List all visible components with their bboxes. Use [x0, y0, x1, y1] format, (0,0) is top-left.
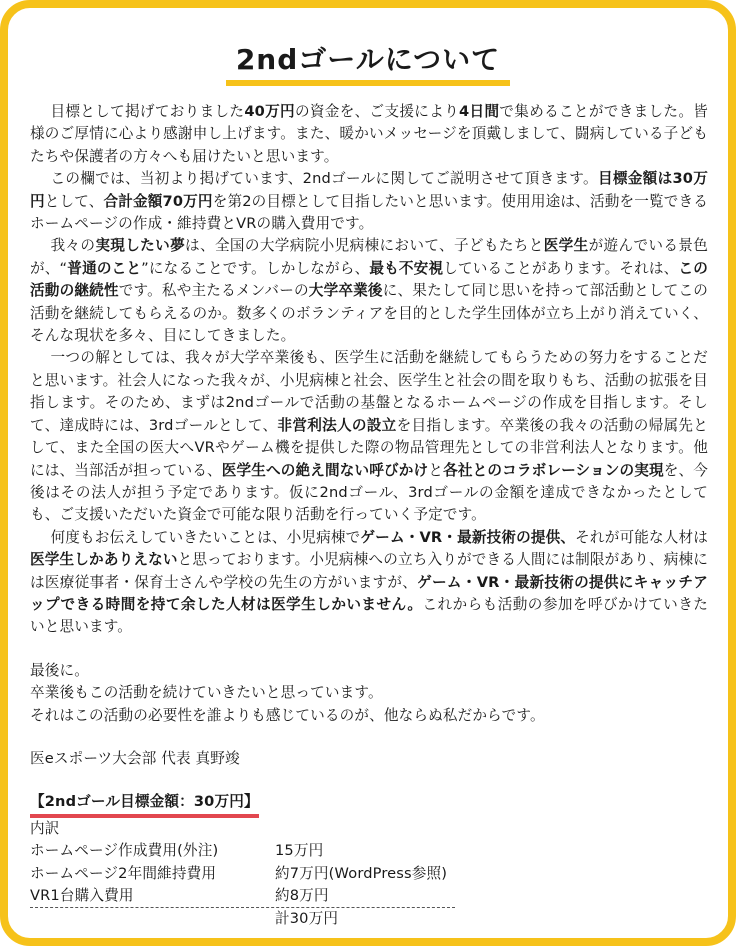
cost-row: [30, 863, 708, 885]
emphasis-text: ゲーム・VR・最新技術の提供にキャッチアップできる時間を持て余した人材は医学生しかいません。: [30, 573, 708, 613]
spacer: [30, 770, 708, 791]
cost-row: [30, 885, 455, 908]
closing-line: 最後に。: [30, 661, 89, 679]
page-title: [226, 38, 510, 84]
text-run: を、今後はその法人が担う予定であります。仮に2ndゴール、3rdゴールの金額を達成できなかったとしても、ご支援いただいた資金で可能な限り活動を行っていく予定です。: [30, 461, 709, 524]
spacer: [30, 727, 708, 748]
emphasis-text: 非営利法人の設立: [277, 416, 397, 434]
cost-row: [30, 840, 708, 862]
paragraph: [30, 235, 708, 347]
emphasis-text: ゲーム・VR・最新技術の提供、: [360, 528, 576, 546]
text-run: を目指します。卒業後の我々の活動の帰属先として、また全国の医大へVRやゲーム機を提供した際の物品管理先としての非営利法人となります。他には、当部活が担っている、: [30, 416, 709, 479]
cost-amount: 約8万円: [275, 887, 329, 904]
text-run: 我々の: [50, 237, 96, 255]
breakdown-label: 内訳: [30, 819, 60, 837]
closing-line: 卒業後もこの活動を続けていきたいと思っています。: [30, 684, 383, 702]
text-run: で集めることができました。皆様のご厚情に心より感謝申し上げます。また、暖かいメッセージを頂戴しまして、闘病している子どもたちや保護者の方々へも届けたいと思います。: [30, 103, 709, 165]
emphasis-text: 合計金額70万円: [103, 192, 213, 210]
emphasis-text: 医学生しかありえない: [30, 551, 178, 569]
emphasis-text: 実現したい夢: [95, 237, 186, 255]
emphasis-text: 医学生: [543, 237, 589, 255]
text-run: は、全国の大学病院小児病棟において、子どもたちと: [185, 237, 544, 255]
goal-heading: 【2ndゴール目標金額：30万円】: [30, 791, 259, 817]
emphasis-text: 最も不安視: [369, 259, 444, 277]
title-underline: [226, 80, 510, 86]
text-run: を第2の目標として目指したいと思います。使用用途は、活動を一覧できるホームページの作成・維持費とVRの購入費用です。: [30, 192, 708, 233]
emphasis-text: 目標金額は30万円: [30, 170, 709, 210]
text-run: が遊んでいる景色が、“: [30, 237, 709, 277]
emphasis-text: この活動の継続性: [30, 259, 708, 300]
text-run: に、果たして同じ思いを持って部活動としてこの活動を継続してもらえるのか。数多くのボランティアを目的とした学生団体が立ち上がり消えていく、そんな現状を多々、目にしてきました。: [30, 282, 708, 345]
text-run: と思っております。小児病棟への立ち入りができる人間には制限があり、病棟には医療従事者・保育士さんや学校の先生の方がいますが、: [30, 551, 708, 591]
cost-amount: 約7万円(WordPress参照): [275, 864, 448, 882]
closing-line: それはこの活動の必要性を誰よりも感じているのが、他ならぬ私だからです。: [30, 706, 545, 724]
text-run: ”になることです。しかしながら、: [141, 259, 370, 277]
text-run: していることがあります。それは、: [443, 259, 679, 277]
paragraph: [30, 101, 708, 168]
emphasis-text: 各社とのコラボレーションの実現: [443, 461, 664, 479]
emphasis-text: 医学生への絶え間ない呼びかけ: [221, 461, 429, 479]
text-run: の資金を、ご支援により: [294, 103, 460, 120]
spacer: [30, 639, 708, 660]
text-run: この欄では、当初より掲げています、2ndゴールに関してご説明させて頂きます。: [50, 170, 598, 188]
paragraph: [30, 527, 708, 639]
emphasis-text: 大学卒業後: [308, 282, 383, 300]
paragraph: [30, 168, 708, 235]
text-run: 一つの解としては、我々が大学卒業後も、医学生に活動を継続してもらうための努力をすることだと思います。社会人になった我々が、小児病棟と社会、医学生と社会の間を取りもち、活動の拡張を目指します。そのため、まずは2ndゴールで活動の基盤となるホームページの作成を目指します。そして、達成時には、3rdゴールとして、: [30, 349, 708, 434]
emphasis-text: 40万円: [244, 103, 295, 120]
cost-item: ホームページ作成費用(外注): [30, 842, 219, 860]
goal-heading-row: [30, 791, 708, 817]
text-run: として、: [44, 192, 104, 210]
cost-item: VR1台購入費用: [30, 887, 134, 904]
text-run: これからも活動の参加を呼びかけていきたいと思います。: [30, 595, 709, 636]
page-title-text: 2ndゴールについて: [235, 43, 501, 76]
emphasis-text: 4日間: [459, 103, 500, 120]
cost-item: ホームページ2年間維持費用: [30, 864, 217, 882]
signature: 医eスポーツ大会部 代表 真野竣: [30, 749, 240, 767]
cost-amount: 15万円: [275, 842, 324, 860]
title-area: [8, 38, 728, 84]
emphasis-text: 普通のこと: [67, 259, 142, 277]
text-run: それが可能な人材は: [575, 528, 709, 546]
paragraph: [30, 347, 708, 526]
text-run: 何度もお伝えしていきたいことは、小児病棟で: [50, 528, 361, 546]
text-run: 目標として掲げておりました: [50, 103, 245, 120]
total-amount: 計30万円: [275, 910, 339, 928]
text-run: と: [428, 461, 444, 479]
text-run: です。私や主たるメンバーの: [118, 282, 309, 300]
body-text: [30, 101, 708, 931]
